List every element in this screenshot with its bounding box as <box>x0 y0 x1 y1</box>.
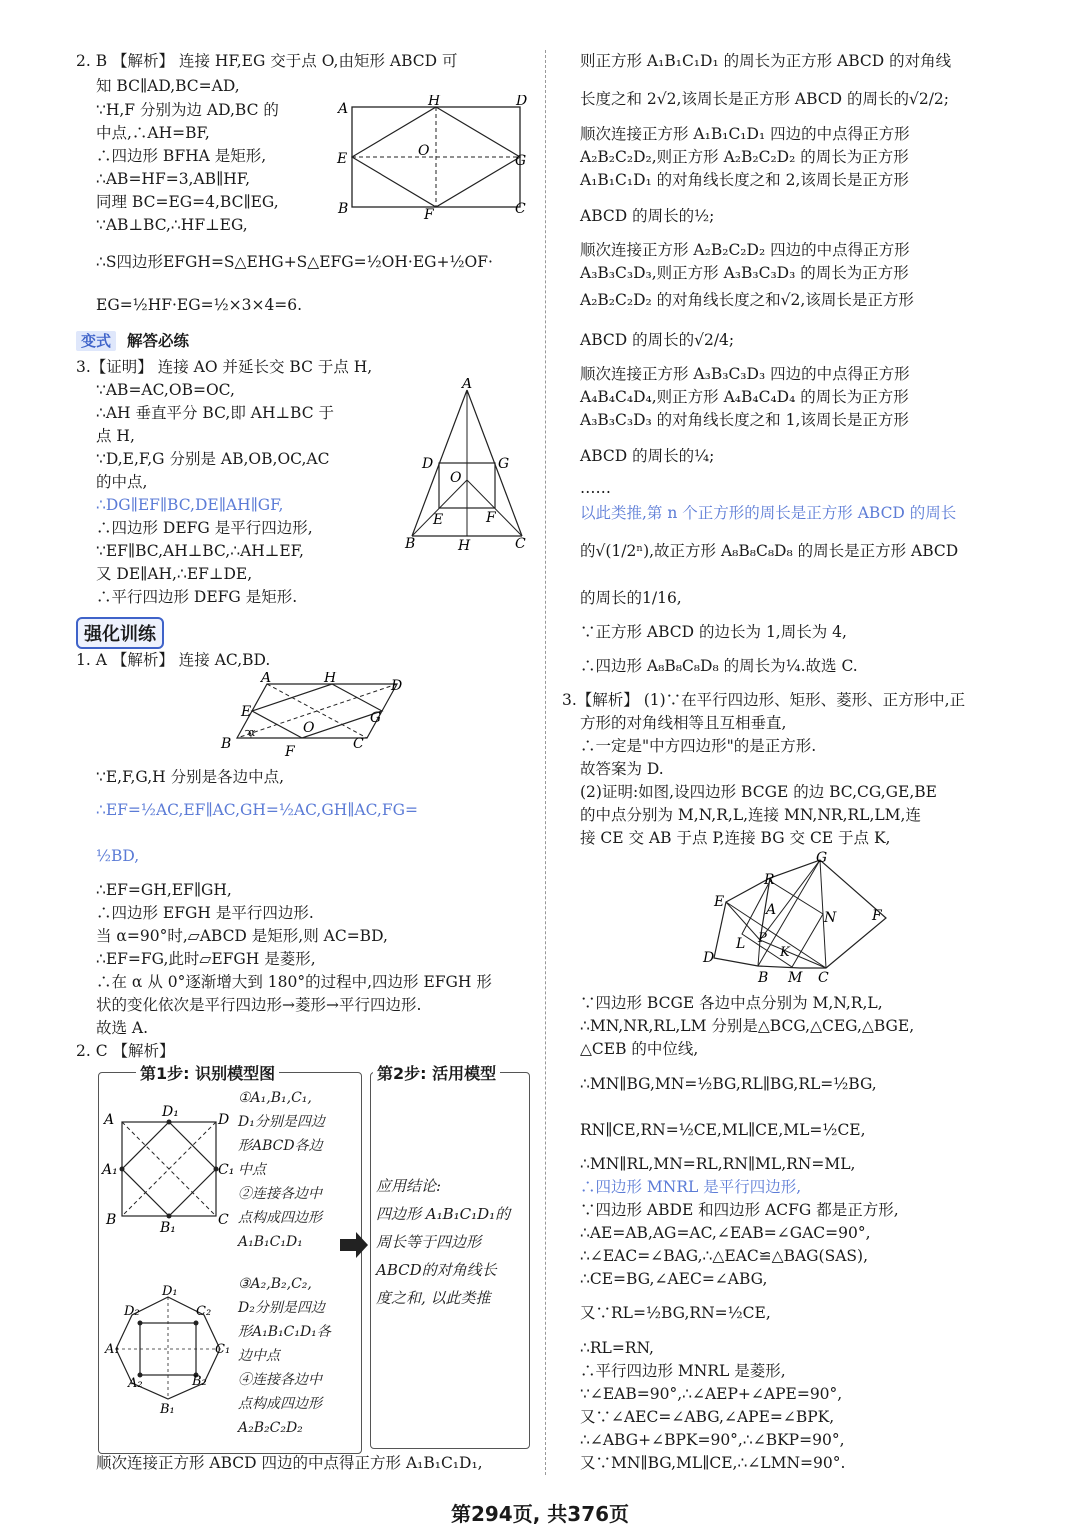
r-line-31: ∴MN∥BG,MN=½BG,RL∥BG,RL=½BG, <box>580 1075 877 1093</box>
step1-note-10: 形A₁B₁C₁D₁各 <box>238 1324 331 1340</box>
column-divider <box>545 50 546 1475</box>
step2-text-5: 度之和, 以此类推 <box>376 1289 491 1307</box>
page-footer: 第294页, 共376页 <box>450 1502 630 1526</box>
q2b-line-10: EG=½HF·EG=½×3×4=6. <box>96 296 303 314</box>
r-line-34: ∴四边形 MNRL 是平行四边形, <box>580 1178 802 1196</box>
r-line-45: 又∵MN∥BG,ML∥CE,∴∠LMN=90°. <box>580 1454 846 1472</box>
r-line-12: A₄B₄C₄D₄,则正方形 A₄B₄C₄D₄ 的周长为正方形 <box>580 388 909 406</box>
q3-line-5: ∵D,E,F,G 分别是 AB,OB,OC,AC <box>96 450 330 468</box>
svg-text:E: E <box>337 151 348 167</box>
r-line-30: △CEB 的中位线, <box>580 1040 699 1058</box>
q3-line-10: 又 DE∥AH,∴EF⊥DE, <box>96 565 253 583</box>
svg-text:H: H <box>324 672 337 686</box>
r-line-23: ∴一定是"中方四边形"的是正方形. <box>580 737 817 755</box>
r-line-28: ∵四边形 BCGE 各边中点分别为 M,N,R,L, <box>580 994 883 1012</box>
r-line-6: ABCD 的周长的½; <box>580 207 715 225</box>
q1a-line-3: ∴EF=½AC,EF∥AC,GH=½AC,GH∥AC,FG= <box>96 801 418 819</box>
arrow-right-icon <box>338 1230 370 1260</box>
step1-note-13: 点构成四边形 <box>238 1396 322 1412</box>
q3-line-11: ∴平行四边形 DEFG 是矩形. <box>96 588 298 606</box>
r-line-24: 故答案为 D. <box>580 760 664 778</box>
svg-text:G: G <box>370 710 382 726</box>
svg-text:K: K <box>780 945 790 960</box>
svg-text:E: E <box>241 704 252 720</box>
svg-text:B: B <box>106 1212 117 1228</box>
q1a-line-2: ∵E,F,G,H 分别是各边中点, <box>96 768 284 786</box>
r-line-32: RN∥CE,RN=½CE,ML∥CE,ML=½CE, <box>580 1121 866 1139</box>
r-line-1: 则正方形 A₁B₁C₁D₁ 的周长为正方形 ABCD 的对角线 <box>580 52 952 70</box>
r-line-41: ∴平行四边形 MNRL 是菱形, <box>580 1362 786 1380</box>
step1-note-1: ①A₁,B₁,C₁, <box>238 1090 312 1106</box>
q2c-bottom-line: 顺次连接正方形 ABCD 四边的中点得正方形 A₁B₁C₁D₁, <box>96 1454 483 1472</box>
r-line-11: 顺次连接正方形 A₃B₃C₃D₃ 四边的中点得正方形 <box>580 365 910 383</box>
svg-text:H: H <box>428 95 441 109</box>
variant-title: 解答必练 <box>126 332 189 350</box>
step1-note-9: D₂分别是四边 <box>238 1300 325 1316</box>
q1a-line-5: ∴EF=GH,EF∥GH, <box>96 881 232 899</box>
r-line-26: 的中点分别为 M,N,R,L,连接 MN,NR,RL,LM,连 <box>580 806 921 824</box>
triangle-abc-figure <box>400 378 535 553</box>
q3-line-6: 的中点, <box>96 473 148 491</box>
svg-text:G: G <box>816 850 828 866</box>
q3-line-9: ∵EF∥BC,AH⊥BC,∴AH⊥EF, <box>96 542 304 560</box>
svg-text:B: B <box>758 970 769 986</box>
r-line-36: ∴AE=AB,AG=AC,∠EAB=∠GAC=90°, <box>580 1224 871 1242</box>
q3-line-3: ∴AH 垂直平分 BC,即 AH⊥BC 于 <box>96 404 335 422</box>
svg-text:O: O <box>450 470 462 486</box>
step1-note-6: 点构成四边形 <box>238 1210 322 1226</box>
r-line-20: ∴四边形 A₈B₈C₈D₈ 的周长为¼.故选 C. <box>580 657 858 675</box>
step1-title: 第1步: 识别模型图 <box>136 1061 279 1084</box>
svg-text:D: D <box>391 678 403 694</box>
r-line-13: A₃B₃C₃D₃ 的对角线长度之和 1,该周长是正方形 <box>580 411 909 429</box>
step1-note-14: A₂B₂C₂D₂ <box>238 1420 303 1436</box>
q3-line-1: 3.【证明】 连接 AO 并延长交 BC 于点 H, <box>76 358 373 376</box>
svg-text:D₁: D₁ <box>162 1285 178 1299</box>
step1-note-2: D₁分别是四边 <box>238 1114 325 1130</box>
r-line-25: (2)证明:如图,设四边形 BCGE 的边 BC,CG,GE,BE <box>580 783 937 801</box>
squares-on-triangle-figure <box>700 850 900 990</box>
q2b-line-4: 中点,∴AH=BF, <box>96 124 210 142</box>
step2-text-3: 周长等于四边形 <box>376 1233 482 1251</box>
r-line-43: 又∵∠AEC=∠ABG,∠APE=∠BPK, <box>580 1408 835 1426</box>
svg-text:C₂: C₂ <box>196 1304 212 1319</box>
step2-title: 第2步: 活用模型 <box>373 1061 500 1084</box>
q1a-line-11: 故选 A. <box>96 1019 149 1037</box>
q2b-line-6: ∴AB=HF=3,AB∥HF, <box>96 170 251 188</box>
svg-text:D: D <box>422 456 434 472</box>
step1-note-3: 形ABCD各边 <box>238 1138 323 1154</box>
r-line-38: ∴CE=BG,∠AEC=∠ABG, <box>580 1270 768 1288</box>
svg-text:D: D <box>218 1112 230 1128</box>
q3-line-8: ∴四边形 DEFG 是平行四边形, <box>96 519 313 537</box>
r-line-15: …… <box>580 479 611 497</box>
q1a-line-4: ½BD, <box>96 847 140 865</box>
svg-text:B₂: B₂ <box>192 1374 207 1389</box>
r-line-19: ∵正方形 ABCD 的边长为 1,周长为 4, <box>580 623 847 641</box>
svg-text:C₁: C₁ <box>215 1342 231 1357</box>
svg-text:P: P <box>758 931 767 946</box>
r-line-35: ∵四边形 ABDE 和四边形 ACFG 都是正方形, <box>580 1201 899 1219</box>
r-line-14: ABCD 的周长的¼; <box>580 447 715 465</box>
svg-text:C: C <box>515 201 526 217</box>
step1-note-4: 中点 <box>238 1162 266 1178</box>
q3-line-7: ∴DG∥EF∥BC,DE∥AH∥GF, <box>96 496 284 514</box>
svg-text:D₁: D₁ <box>162 1104 179 1120</box>
q2b-line-7: 同理 BC=EG=4,BC∥EG, <box>96 193 279 211</box>
svg-text:A: A <box>104 1112 115 1128</box>
svg-text:D: D <box>516 95 528 109</box>
svg-text:A: A <box>261 672 272 686</box>
svg-text:B₁: B₁ <box>160 1402 175 1415</box>
svg-text:R: R <box>764 872 775 888</box>
r-line-42: ∵∠EAB=90°,∴∠AEP+∠APE=90°, <box>580 1385 843 1403</box>
svg-text:N: N <box>824 910 837 926</box>
r-line-16: 以此类推,第 n 个正方形的周长是正方形 ABCD 的周长 <box>580 504 957 522</box>
svg-text:C: C <box>353 736 364 752</box>
r-line-40: ∴RL=RN, <box>580 1339 654 1357</box>
r-line-5: A₁B₁C₁D₁ 的对角线长度之和 2,该周长是正方形 <box>580 171 909 189</box>
svg-text:F: F <box>424 207 434 220</box>
svg-text:G: G <box>498 456 510 472</box>
svg-text:C: C <box>818 970 829 986</box>
svg-text:L: L <box>736 936 746 952</box>
r-line-4: A₂B₂C₂D₂,则正方形 A₂B₂C₂D₂ 的周长为正方形 <box>580 148 909 166</box>
r-line-21: 3.【解析】 (1)∵在平行四边形、矩形、菱形、正方形中,正 <box>562 691 966 709</box>
r-line-29: ∴MN,NR,RL,LM 分别是△BCG,△CEG,△BGE, <box>580 1017 915 1035</box>
r-line-8: A₃B₃C₃D₃,则正方形 A₃B₃C₃D₃ 的周长为正方形 <box>580 264 909 282</box>
step2-text-2: 四边形 A₁B₁C₁D₁的 <box>376 1205 511 1223</box>
svg-text:M: M <box>788 970 803 986</box>
q2b-line-8: ∵AB⊥BC,∴HF⊥EG, <box>96 216 248 234</box>
svg-text:G: G <box>515 153 527 169</box>
q3-line-2: ∵AB=AC,OB=OC, <box>96 381 235 399</box>
r-line-9: A₂B₂C₂D₂ 的对角线长度之和√2,该周长是正方形 <box>580 291 914 309</box>
octagon-midpoint-figure <box>100 1285 235 1415</box>
r-line-7: 顺次连接正方形 A₂B₂C₂D₂ 四边的中点得正方形 <box>580 241 910 259</box>
svg-text:A₁: A₁ <box>102 1162 118 1178</box>
svg-text:F: F <box>872 908 882 924</box>
step2-text-1: 应用结论: <box>376 1177 442 1195</box>
svg-text:B: B <box>338 201 349 217</box>
step1-note-7: A₁B₁C₁D₁ <box>238 1234 303 1250</box>
step2-text-4: ABCD的对角线长 <box>376 1261 497 1279</box>
q1a-line-9: ∴在 α 从 0°逐渐增大到 180°的过程中,四边形 EFGH 形 <box>96 973 492 991</box>
q2b-line-2: 知 BC∥AD,BC=AD, <box>96 77 240 95</box>
svg-text:B: B <box>221 736 232 752</box>
q1a-line-10: 状的变化依次是平行四边形→菱形→平行四边形. <box>96 996 422 1014</box>
q2c-heading: 2. C 【解析】 <box>76 1042 175 1060</box>
svg-text:O: O <box>418 143 430 159</box>
svg-text:F: F <box>486 510 496 526</box>
svg-text:A: A <box>766 902 777 918</box>
section-heading: 强化训练 <box>76 617 164 649</box>
variant-heading <box>76 331 189 351</box>
r-line-22: 方形的对角线相等且互相垂直, <box>580 714 787 732</box>
step1-note-12: ④连接各边中 <box>238 1372 322 1388</box>
svg-text:O: O <box>303 720 315 736</box>
parallelogram-abcd-figure <box>215 672 415 760</box>
r-line-2: 长度之和 2√2,该周长是正方形 ABCD 的周长的√2/2; <box>580 90 950 108</box>
svg-text:D: D <box>703 950 715 966</box>
variant-tag: 变式 <box>76 331 116 351</box>
nested-squares-figure <box>100 1100 240 1240</box>
svg-text:C₁: C₁ <box>218 1162 235 1178</box>
r-line-3: 顺次连接正方形 A₁B₁C₁D₁ 四边的中点得正方形 <box>580 125 910 143</box>
svg-text:B₁: B₁ <box>160 1220 176 1236</box>
step1-note-11: 边中点 <box>238 1348 280 1364</box>
q3-line-4: 点 H, <box>96 427 135 445</box>
svg-text:D₂: D₂ <box>124 1304 140 1319</box>
svg-text:F: F <box>285 744 295 760</box>
q1a-line-6: ∴四边形 EFGH 是平行四边形. <box>96 904 314 922</box>
q2b-line-9: ∴S四边形EFGH=S△EHG+S△EFG=½OH·EG+½OF· <box>96 253 493 271</box>
svg-text:C: C <box>218 1212 229 1228</box>
svg-text:E: E <box>433 512 444 528</box>
r-line-27: 接 CE 交 AB 于点 P,连接 BG 交 CE 于点 K, <box>580 829 891 847</box>
r-line-10: ABCD 的周长的√2/4; <box>580 331 735 349</box>
svg-text:A: A <box>462 378 473 392</box>
svg-text:C: C <box>515 536 526 552</box>
r-line-18: 的周长的1/16, <box>580 589 682 607</box>
svg-text:A₁: A₁ <box>105 1342 120 1357</box>
r-line-33: ∴MN∥RL,MN=RL,RN∥ML,RN=ML, <box>580 1155 856 1173</box>
q2b-line-1: 2. B 【解析】 连接 HF,EG 交于点 O,由矩形 ABCD 可 <box>76 52 458 70</box>
step1-note-8: ③A₂,B₂,C₂, <box>238 1276 312 1292</box>
rectangle-abcd-figure <box>332 95 532 220</box>
svg-text:H: H <box>458 538 471 553</box>
r-line-44: ∴∠ABG+∠BPK=90°,∴∠BKP=90°, <box>580 1431 845 1449</box>
r-line-39: 又∵RL=½BG,RN=½CE, <box>580 1304 771 1322</box>
svg-text:α: α <box>248 726 256 739</box>
svg-text:A₂: A₂ <box>128 1376 143 1391</box>
q2b-line-5: ∴四边形 BFHA 是矩形, <box>96 147 267 165</box>
svg-text:E: E <box>714 894 725 910</box>
q2b-line-3: ∵H,F 分别为边 AD,BC 的 <box>96 101 279 119</box>
step1-note-5: ②连接各边中 <box>238 1186 322 1202</box>
svg-text:A: A <box>338 101 349 117</box>
q1a-line-7: 当 α=90°时,▱ABCD 是矩形,则 AC=BD, <box>96 927 388 945</box>
q1a-line-8: ∴EF=FG,此时▱EFGH 是菱形, <box>96 950 316 968</box>
q1a-line-1: 1. A 【解析】 连接 AC,BD. <box>76 651 271 669</box>
r-line-17: 的√(1/2ⁿ),故正方形 A₈B₈C₈D₈ 的周长是正方形 ABCD <box>580 542 959 560</box>
svg-text:B: B <box>405 536 416 552</box>
r-line-37: ∴∠EAC=∠BAG,∴△EAC≌△BAG(SAS), <box>580 1247 869 1265</box>
